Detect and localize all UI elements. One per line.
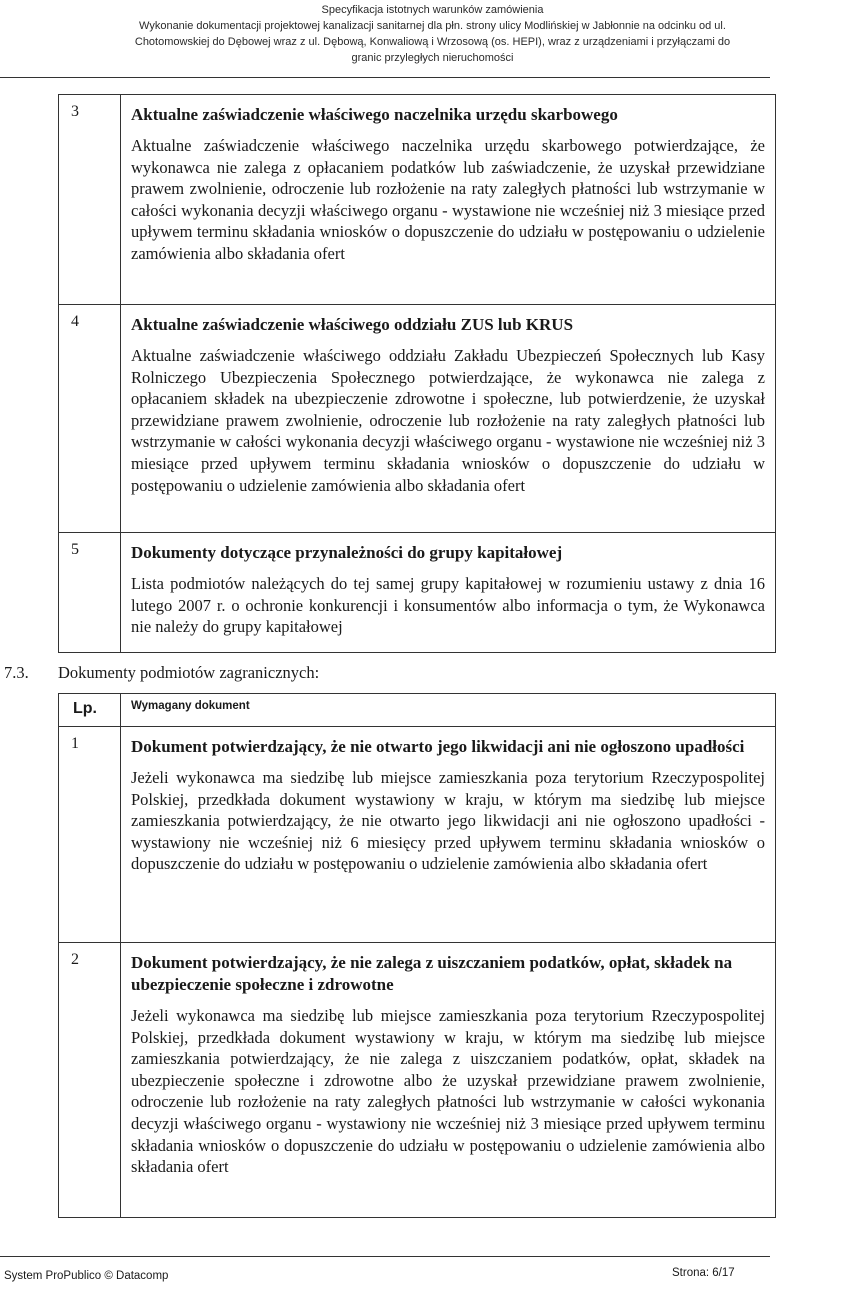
row-number: 4: [59, 305, 121, 533]
header-divider: [0, 77, 770, 78]
table-row: [59, 727, 776, 943]
row-description: Jeżeli wykonawca ma siedzibę lub miejsce zamieszkania poza terytorium Rzeczypospolitej Polskiej, przedkłada dokument wystawiony w kraju, w którym ma siedzibę lub miejsce zamieszkania potwierdzający, że nie otwarto jego likwidacji ani nie ogłoszono upadłości - wystawiony nie wcześniej niż 6 miesięcy przed upływem terminu składania wniosków o dopuszczenie do udziału w postępowaniu o udzielenie zamówienia albo składania ofert: [131, 768, 765, 874]
column-header-lp: Lp.: [59, 694, 121, 727]
row-description: Aktualne zaświadczenie właściwego naczelnika urzędu skarbowego potwierdzające, że wykonawca nie zalega z opłacaniem podatków lub zaświadczenie, że uzyskał przewidziane prawem zwolnienie, odroczenie lub rozłożenie na raty zaległych płatności lub wstrzymanie w całości wykonania decyzji właściwego organu - wystawione nie wcześniej niż 3 miesiące przed upływem terminu składania wniosków o dopuszczenie do udziału w postępowaniu o udzielenie zamówienia albo składania ofert: [131, 136, 765, 263]
header-project-line-2: Chotomowskiej do Dębowej wraz z ul. Dębową, Konwaliową i Wrzosową (os. HEPI), wraz z urządzeniami i przyłączami do: [134, 36, 731, 48]
row-title: Aktualne zaświadczenie właściwego naczelnika urzędu skarbowego: [131, 105, 618, 124]
row-description: Aktualne zaświadczenie właściwego oddziału Zakładu Ubezpieczeń Społecznych lub Kasy Rolniczego Ubezpieczenia Społecznego potwierdzające, że wykonawca nie zalega z opłacaniem składek na ubezpieczenie zdrowotne i społeczne, lub potwierdzenie, że uzyskał przewidziane prawem zwolnienie, odroczenie lub rozłożenie na raty zaległych płatności lub wstrzymanie w całości wykonania decyzji właściwego organu - wystawione nie wcześniej niż 3 miesiące przed upływem terminu składania wniosków o dopuszczenie do udziału w postępowaniu o udzielenie zamówienia albo składania ofert: [131, 346, 765, 495]
column-header-document: Wymagany dokument: [121, 694, 776, 727]
documents-table-domestic: [58, 94, 776, 653]
table-header-row: [59, 694, 776, 727]
page-header: [0, 2, 865, 66]
row-content: [121, 943, 776, 1218]
header-project-line-3: granic przyległych nieruchomości: [351, 52, 514, 64]
footer-divider: [0, 1256, 770, 1257]
table-row: [59, 943, 776, 1218]
table-row: [59, 305, 776, 533]
row-description: Jeżeli wykonawca ma siedzibę lub miejsce zamieszkania poza terytorium Rzeczypospolitej Polskiej, przedkłada dokument wystawiony w kraju, w którym ma siedzibę lub miejsce zamieszkania potwierdzający, że nie zalega z uiszczaniem podatków, opłat, składek na ubezpieczenie społeczne i zdrowotne albo że uzyskał przewidziane prawem zwolnienie, odroczenie lub rozłożenie na raty zaległych płatności lub wstrzymanie w całości wykonania decyzji właściwego organu - wystawiony nie wcześniej niż 3 miesiące przed upływem terminu składania wniosków o dopuszczenie do udziału w postępowaniu o udzielenie zamówienia albo składania ofert: [131, 1006, 765, 1177]
row-title: Dokumenty dotyczące przynależności do grupy kapitałowej: [131, 543, 563, 562]
row-title: Dokument potwierdzający, że nie otwarto jego likwidacji ani nie ogłoszono upadłości: [131, 737, 745, 756]
row-description: Lista podmiotów należących do tej samej grupy kapitałowej w rozumieniu ustawy z dnia 16 lutego 2007 r. o ochronie konkurencji i konsumentów albo informacja o tym, że Wykonawca nie należy do grupy kapitałowej: [131, 574, 765, 637]
row-number: 3: [59, 95, 121, 305]
row-number: 1: [59, 727, 121, 943]
footer-system-credit: System ProPublico © Datacomp: [4, 1270, 169, 1282]
row-content: [121, 95, 776, 305]
row-content: [121, 305, 776, 533]
row-content: [121, 727, 776, 943]
footer-page-number: Strona: 6/17: [672, 1267, 735, 1279]
row-title: Aktualne zaświadczenie właściwego oddziału ZUS lub KRUS: [131, 315, 574, 334]
table-row: [59, 533, 776, 653]
section-heading: [4, 663, 319, 683]
section-number: 7.3.: [4, 663, 29, 682]
header-project-line-1: Wykonanie dokumentacji projektowej kanalizacji sanitarnej dla płn. strony ulicy Modlińskiej w Jabłonnie na odcinku od ul.: [139, 20, 726, 32]
row-title: Dokument potwierdzający, że nie zalega z uiszczaniem podatków, opłat, składek na ubezpieczenie społeczne i zdrowotne: [131, 953, 733, 994]
row-number: 2: [59, 943, 121, 1218]
section-title: Dokumenty podmiotów zagranicznych:: [58, 663, 320, 682]
row-number: 5: [59, 533, 121, 653]
documents-table-foreign: [58, 693, 776, 1218]
header-spec-title: Specyfikacja istotnych warunków zamówienia: [321, 4, 544, 16]
row-content: [121, 533, 776, 653]
table-row: [59, 95, 776, 305]
